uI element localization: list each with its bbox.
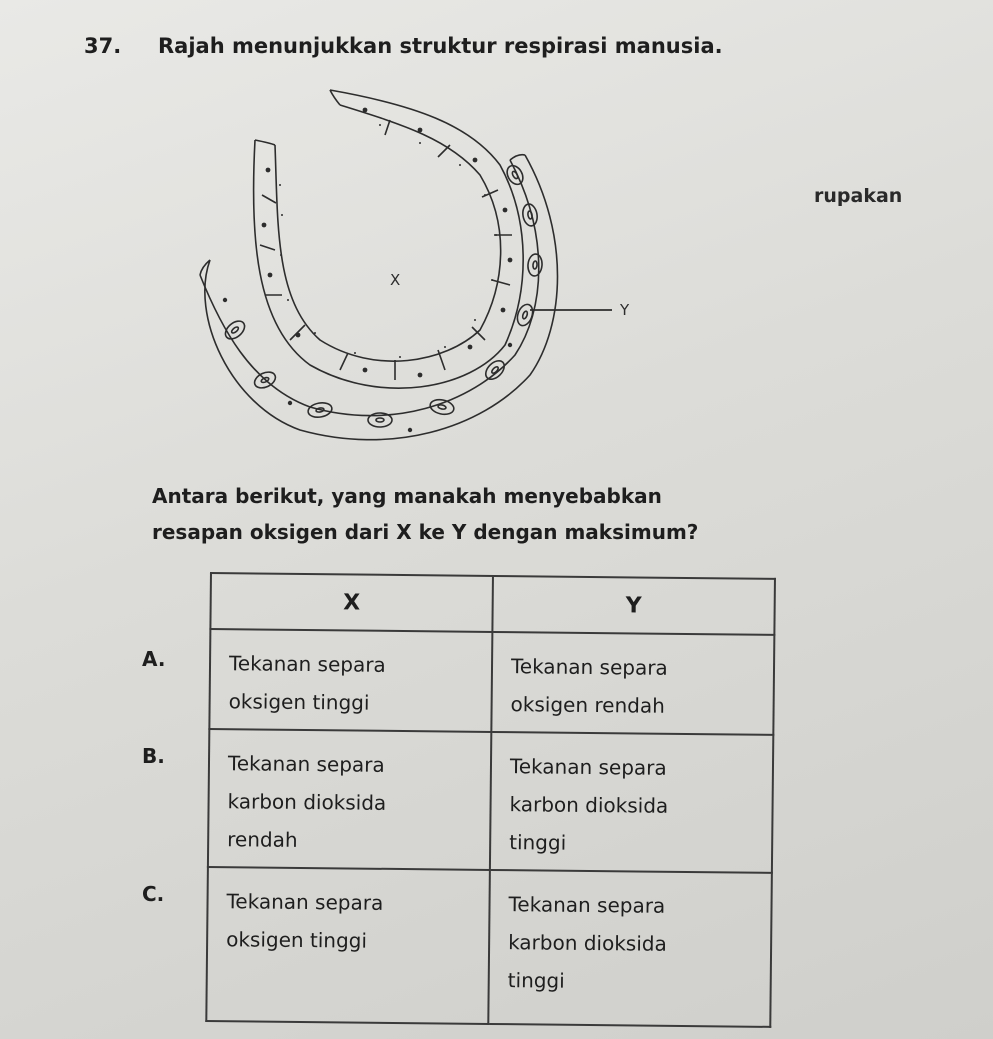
- cell-text: karbon dioksida: [508, 930, 667, 956]
- option-a-x-cell: [209, 629, 492, 732]
- cell-text: Tekanan separa: [508, 892, 666, 918]
- cell-text: rendah: [227, 827, 298, 852]
- capillary-wall-outer: [205, 155, 558, 440]
- cell-text: tinggi: [507, 968, 565, 993]
- option-a-y-cell: [491, 632, 774, 735]
- capillary-wall-inner: [200, 160, 539, 416]
- prompt-line-1: Antara berikut, yang manakah menyebabkan: [152, 484, 662, 508]
- option-letter-c[interactable]: C.: [142, 882, 165, 906]
- option-letter-b[interactable]: B.: [142, 744, 165, 768]
- alveolus-wall-outer: [254, 90, 524, 388]
- question-prompt: [152, 478, 698, 550]
- prompt-line-2: resapan oksigen dari X ke Y dengan maksimum?: [152, 520, 699, 544]
- cell-text: karbon dioksida: [509, 792, 669, 818]
- label-y: Y: [620, 301, 630, 319]
- header-x: X: [210, 573, 493, 632]
- cell-text: tinggi: [509, 830, 567, 855]
- option-b-y-cell: [490, 732, 773, 873]
- option-c-x-cell: [206, 867, 490, 1024]
- alveolus-diagram: [180, 85, 650, 445]
- question-stem: Rajah menunjukkan struktur respirasi manusia.: [158, 34, 723, 58]
- label-x: X: [390, 271, 401, 289]
- cell-text: oksigen tinggi: [228, 689, 370, 715]
- question-number: 37.: [84, 34, 122, 58]
- option-b-x-cell: [208, 729, 491, 870]
- alveolus-wall-inner: [275, 105, 501, 361]
- cell-text: karbon dioksida: [227, 789, 387, 815]
- cell-text: Tekanan separa: [509, 754, 667, 780]
- cell-text: oksigen tinggi: [226, 927, 368, 953]
- option-letter-a[interactable]: A.: [142, 647, 166, 671]
- option-row-b[interactable]: [208, 729, 773, 873]
- table-header-row: [210, 573, 775, 635]
- answer-table: [205, 572, 776, 1028]
- option-row-c[interactable]: [206, 867, 772, 1027]
- cell-text: oksigen rendah: [510, 692, 665, 718]
- side-text-fragment: rupakan: [814, 185, 903, 207]
- option-row-a[interactable]: [209, 629, 774, 735]
- cell-text: Tekanan separa: [227, 751, 385, 777]
- cell-text: Tekanan separa: [228, 651, 386, 677]
- cell-text: Tekanan separa: [226, 889, 384, 915]
- header-y: Y: [492, 576, 775, 635]
- option-c-y-cell: [488, 870, 772, 1027]
- cell-text: Tekanan separa: [510, 654, 668, 680]
